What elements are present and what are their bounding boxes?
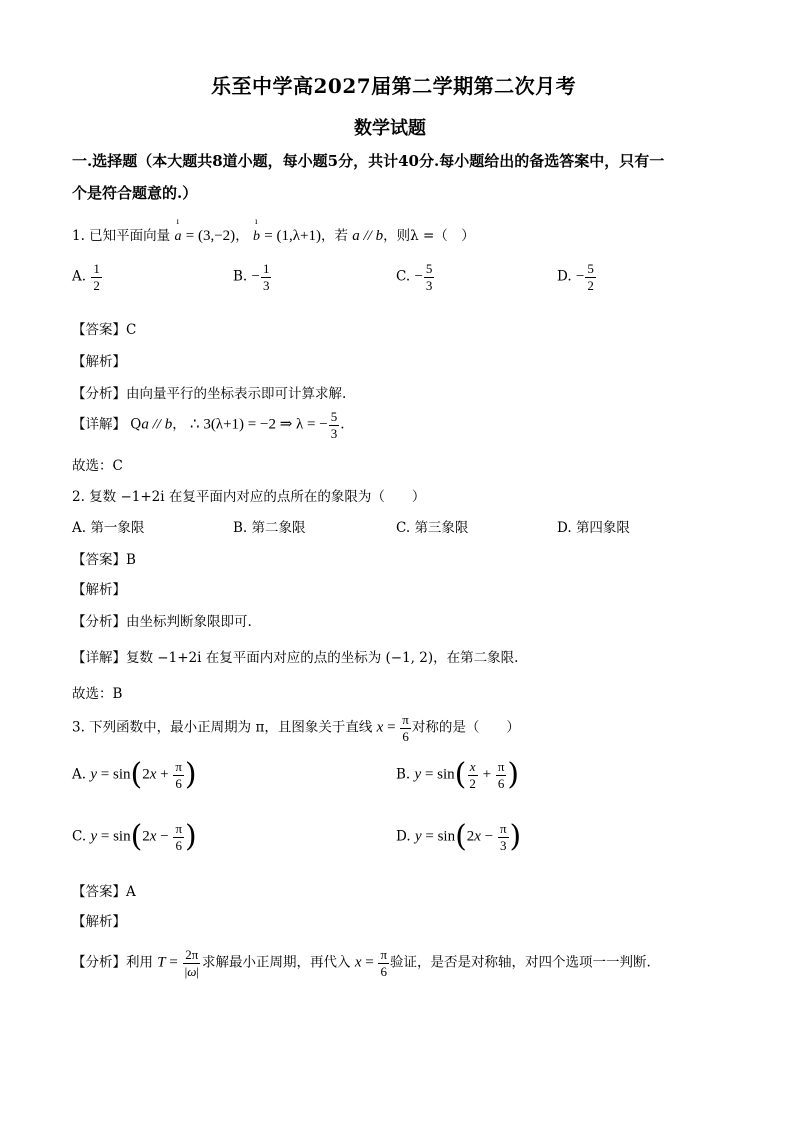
q1-a-coords: = (3,−2) (185, 228, 236, 244)
q1-fenxi: 【分析】由向量平行的坐标表示即可计算求解. (72, 386, 347, 402)
q1-option-d: D. − $\frac{5}{2}$ (557, 261, 594, 293)
q3-option-b: B. y = sin( $\frac{x}{2}$ + $\frac{\pi}{6}$ ) (396, 757, 520, 793)
q3-analysis-label: 【解析】 (72, 914, 126, 930)
vector-a: ı a (174, 216, 182, 244)
q1-parallel: a // b (352, 228, 384, 244)
vector-b: ı b (252, 216, 260, 244)
q2-option-c: C. 第三象限 (396, 520, 469, 536)
q1-choose: 故选：C (72, 458, 123, 474)
q2-analysis-label: 【解析】 (72, 582, 126, 598)
page-subtitle: 数学试题 (354, 118, 426, 139)
q1-option-b: B. − $\frac{1}{3}$ (233, 261, 270, 293)
question-1-stem: 1. 已知平面向量 ı a = (3,−2)， ı b = (1,λ+1)，若 a // b，则λ =（ ） (72, 216, 475, 244)
q2-choose: 故选：B (72, 686, 123, 702)
page-title: 乐至中学高2027届第二学期第二次月考 (211, 74, 577, 98)
q1-prefix: 1. 已知平面向量 (72, 228, 171, 244)
q1-cond: ，若 (320, 228, 348, 244)
q3-fenxi: 【分析】利用 T = $\frac{2\pi}{|\omega|}$ 求解最小正周期，再代入 x = $\frac{\pi}{6}$ 验证，是否是对称轴，对四个选项一一判断. (72, 947, 651, 979)
q2-option-b: B. 第二象限 (233, 520, 306, 536)
q3-option-d: D. y = sin(2x − $\frac{\pi}{3}$ ) (396, 819, 522, 855)
q1-answer: 【答案】C (72, 322, 137, 338)
q2-option-d: D. 第四象限 (557, 520, 630, 536)
q3-option-a: A. y = sin(2x + $\frac{\pi}{6}$ ) (72, 757, 197, 793)
q2-fenxi: 【分析】由坐标判断象限即可. (72, 614, 252, 630)
q1-ask: ，则λ =（ ） (383, 228, 475, 244)
q2-detail: 【详解】复数 −1+2i 在复平面内对应的点的坐标为 (−1, 2)，在第二象限. (72, 650, 519, 666)
q1-option-a: A. $\frac{1}{2}$ (72, 261, 100, 293)
q1-detail: 【详解】 Qa // b， ∴ 3(λ+1) = −2 ⇒ λ = − $\frac{5}{3}$ . (72, 409, 345, 441)
q1-b-coords: = (1,λ+1) (264, 228, 321, 244)
question-3-stem: 3. 下列函数中，最小正周期为 π，且图象关于直线 x = $\frac{\pi}{6}$ 对称的是（ ） (72, 712, 520, 744)
because-symbol: Q (130, 416, 142, 433)
question-2-stem: 2. 复数 −1+2i 在复平面内对应的点所在的象限为（ ） (72, 489, 426, 505)
q2-answer: 【答案】B (72, 552, 136, 568)
section-heading-line2: 个是符合题意的.） (72, 184, 198, 202)
q1-analysis-label: 【解析】 (72, 354, 126, 370)
q3-answer: 【答案】A (72, 884, 136, 900)
q2-option-a: A. 第一象限 (72, 520, 145, 536)
q3-option-c: C. y = sin(2x − $\frac{\pi}{6}$ ) (72, 819, 197, 855)
section-heading-line1: 一.选择题（本大题共8道小题，每小题5分，共计40分.每小题给出的备选答案中，只有一 (72, 152, 665, 170)
q1-option-c: C. − $\frac{5}{3}$ (396, 261, 433, 293)
